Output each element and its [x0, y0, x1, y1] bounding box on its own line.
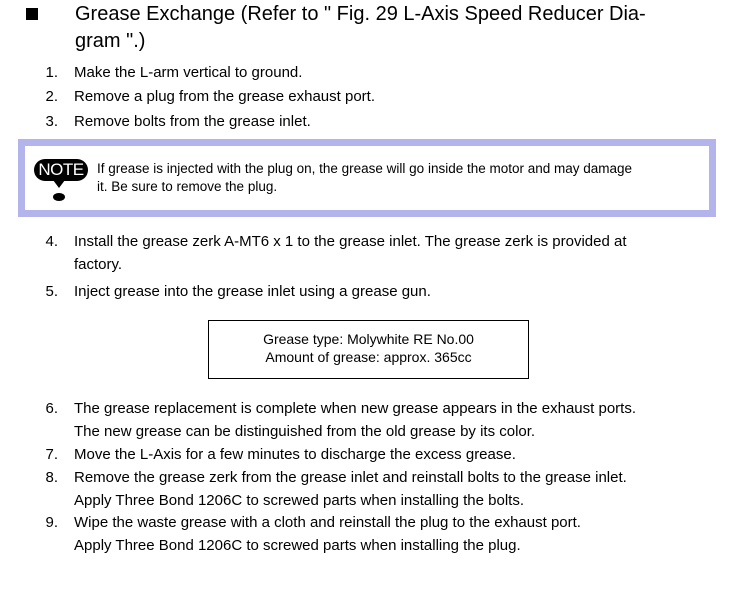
grease-amount: Amount of grease: approx. 365cc	[265, 349, 472, 365]
step-number: 3.	[45, 113, 58, 130]
grease-spec-box	[208, 320, 529, 379]
step-number: 2.	[45, 88, 58, 105]
step-text: Install the grease zerk A-MT6 x 1 to the grease inlet. The grease zerk is provided at factory.	[74, 233, 627, 273]
section-bullet-icon	[26, 8, 38, 20]
note-badge-icon: NOTE	[34, 159, 88, 181]
step-text: Wipe the waste grease with a cloth and reinstall the plug to the exhaust port. Apply Three Bond 1206C to screwed parts when installing the plug.	[74, 514, 581, 554]
note-text: If grease is injected with the plug on, the grease will go inside the motor and may damage it. Be sure to remove the plug.	[97, 161, 633, 194]
step-number: 7.	[45, 446, 58, 463]
step-number: 8.	[45, 469, 58, 486]
step-number: 4.	[45, 233, 58, 250]
step-text: Inject grease into the grease inlet using a grease gun.	[74, 283, 431, 300]
section-heading: Grease Exchange (Refer to " Fig. 29 L-Axis Speed Reducer Dia- gram ".)	[75, 3, 646, 52]
step-text: Remove bolts from the grease inlet.	[74, 113, 311, 130]
step-number: 6.	[45, 400, 58, 417]
step-text: Move the L-Axis for a few minutes to discharge the excess grease.	[74, 446, 516, 463]
step-text: Remove the grease zerk from the grease inlet and reinstall bolts to the grease inlet. Apply Three Bond 1206C to screwed parts when installing the bolts.	[74, 469, 627, 509]
step-text: The grease replacement is complete when new grease appears in the exhaust ports. The new grease can be distinguished from the old grease by its color.	[74, 400, 636, 440]
grease-type: Grease type: Molywhite RE No.00	[263, 331, 474, 347]
note-badge-tail	[53, 180, 65, 188]
step-number: 9.	[45, 514, 58, 531]
note-box	[18, 139, 716, 217]
step-number: 1.	[45, 64, 58, 81]
step-text: Make the L-arm vertical to ground.	[74, 64, 303, 81]
step-text: Remove a plug from the grease exhaust port.	[74, 88, 375, 105]
note-badge-dot	[53, 193, 65, 201]
step-number: 5.	[45, 283, 58, 300]
